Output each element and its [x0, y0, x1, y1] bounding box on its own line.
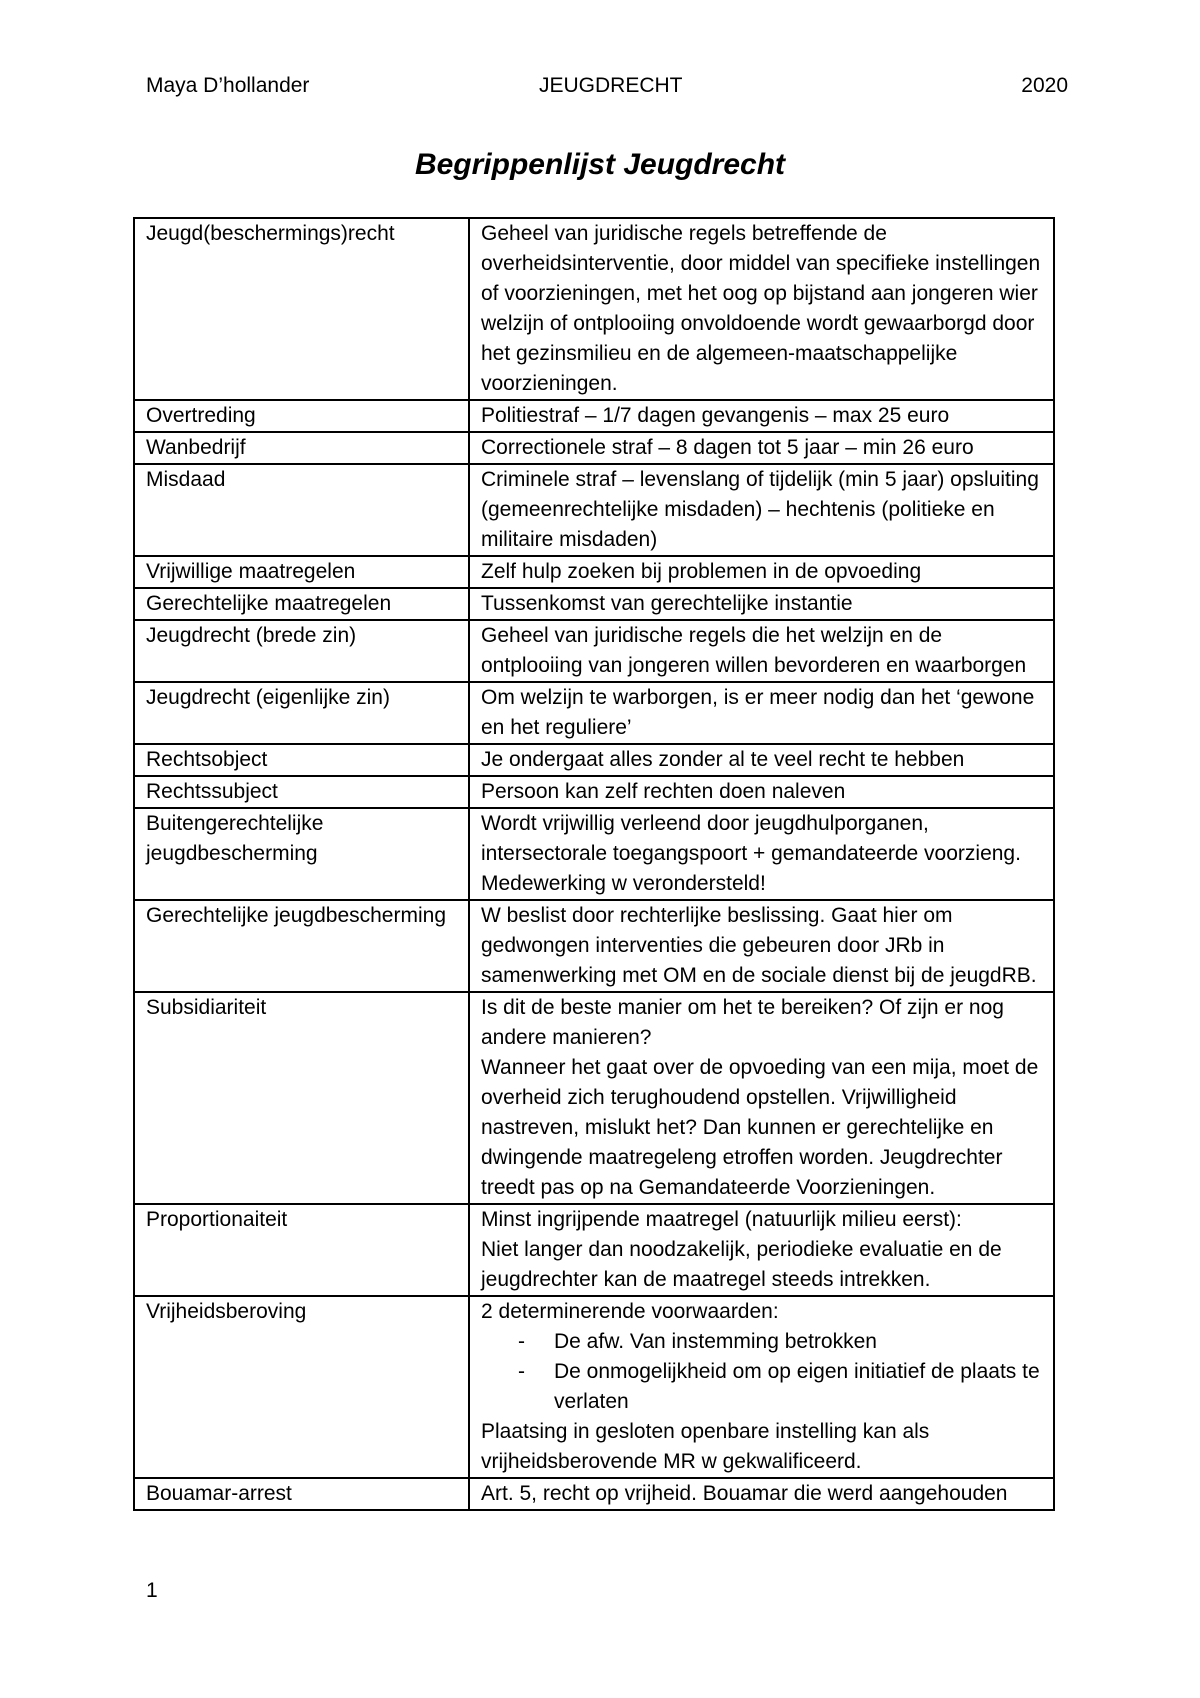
term-cell: Subsidiariteit: [134, 992, 469, 1204]
definition-cell: Politiestraf – 1/7 dagen gevangenis – max 25 euro: [469, 400, 1054, 432]
term-cell: Jeugdrecht (eigenlijke zin): [134, 682, 469, 744]
term-cell: Gerechtelijke maatregelen: [134, 588, 469, 620]
term-cell: Rechtssubject: [134, 776, 469, 808]
definition-cell: Geheel van juridische regels betreffende de overheidsinterventie, door middel van specifieke instellingen of voorzieningen, met het oog op bijstand aan jongeren wier welzijn of ontplooiing onvoldoende wordt gewaarborgd door het gezinsmilieu en de algemeen-maatschappelijke voorzieningen.: [469, 218, 1054, 400]
table-row: [134, 900, 1054, 992]
term-cell: Vrijwillige maatregelen: [134, 556, 469, 588]
term-cell: Jeugdrecht (brede zin): [134, 620, 469, 682]
table-row: [134, 808, 1054, 900]
term-cell: Rechtsobject: [134, 744, 469, 776]
header-course: JEUGDRECHT: [539, 74, 683, 97]
glossary-table: [133, 217, 1055, 1511]
table-row: [134, 400, 1054, 432]
table-row: [134, 620, 1054, 682]
list-item: - De onmogelijkheid om op eigen initiatief de plaats te verlaten: [518, 1357, 1043, 1417]
term-cell: Jeugd(beschermings)recht: [134, 218, 469, 400]
definition-paragraph: 2 determinerende voorwaarden:: [481, 1300, 779, 1323]
definition-cell: W beslist door rechterlijke beslissing. Gaat hier om gedwongen interventies die gebeuren door JRb in samenwerking met OM en de sociale dienst bij de jeugdRB.: [469, 900, 1054, 992]
definition-cell: Art. 5, recht op vrijheid. Bouamar die werd aangehouden: [469, 1478, 1054, 1510]
list-item: - De afw. Van instemming betrokken: [518, 1327, 1043, 1357]
table-row: [134, 432, 1054, 464]
table-row: [134, 682, 1054, 744]
term-cell: Overtreding: [134, 400, 469, 432]
page-number: 1: [146, 1579, 158, 1602]
table-row: [134, 776, 1054, 808]
definition-cell: [469, 992, 1054, 1204]
term-cell: Misdaad: [134, 464, 469, 556]
definition-cell: Persoon kan zelf rechten doen naleven: [469, 776, 1054, 808]
term-cell: Vrijheidsberoving: [134, 1296, 469, 1478]
definition-paragraph: Minst ingrijpende maatregel (natuurlijk milieu eerst):: [481, 1208, 962, 1231]
table-row: [134, 218, 1054, 400]
table-row: [134, 1478, 1054, 1510]
definition-paragraph: Wanneer het gaat over de opvoeding van een mija, moet de overheid zich terughoudend opstellen. Vrijwilligheid nastreven, mislukt het? Dan kunnen er gerechtelijke en dwingende maatregeleng etroffen worden. Jeugdrechter treedt pas op na Gemandateerde Voorzieningen.: [481, 1056, 1039, 1199]
definition-paragraph: Niet langer dan noodzakelijk, periodieke evaluatie en de jeugdrechter kan de maatregel steeds intrekken.: [481, 1238, 1002, 1291]
term-cell: Proportionaiteit: [134, 1204, 469, 1296]
definition-cell: Wordt vrijwillig verleend door jeugdhulporganen, intersectorale toegangspoort + gemandateerde voorzieng. Medewerking w verondersteld!: [469, 808, 1054, 900]
definition-paragraph: Plaatsing in gesloten openbare instelling kan als vrijheidsberovende MR w gekwalificeerd.: [481, 1420, 930, 1473]
table-row: [134, 556, 1054, 588]
definition-cell: Geheel van juridische regels die het welzijn en de ontplooiing van jongeren willen bevorderen en waarborgen: [469, 620, 1054, 682]
term-cell: Gerechtelijke jeugdbescherming: [134, 900, 469, 992]
definition-paragraph: Is dit de beste manier om het te bereiken? Of zijn er nog andere manieren?: [481, 996, 1004, 1049]
table-row: [134, 1204, 1054, 1296]
definition-cell: Correctionele straf – 8 dagen tot 5 jaar – min 26 euro: [469, 432, 1054, 464]
header-author: Maya D’hollander: [146, 74, 310, 97]
table-row: [134, 992, 1054, 1204]
definition-cell: Tussenkomst van gerechtelijke instantie: [469, 588, 1054, 620]
page-header: [146, 74, 1068, 104]
term-cell: Bouamar-arrest: [134, 1478, 469, 1510]
definition-cell: Je ondergaat alles zonder al te veel recht te hebben: [469, 744, 1054, 776]
definition-cell: [469, 1204, 1054, 1296]
table-row: [134, 1296, 1054, 1478]
table-row: [134, 744, 1054, 776]
term-cell: Buitengerechtelijke jeugdbescherming: [134, 808, 469, 900]
definition-cell: [469, 1296, 1054, 1478]
definition-cell: Om welzijn te warborgen, is er meer nodig dan het ‘gewone en het reguliere’: [469, 682, 1054, 744]
condition-list: [481, 1327, 1043, 1417]
table-row: [134, 588, 1054, 620]
definition-cell: Zelf hulp zoeken bij problemen in de opvoeding: [469, 556, 1054, 588]
definition-cell: Criminele straf – levenslang of tijdelijk (min 5 jaar) opsluiting (gemeenrechtelijke misdaden) – hechtenis (politieke en militaire misdaden): [469, 464, 1054, 556]
table-row: [134, 464, 1054, 556]
document-title: Begrippenlijst Jeugdrecht: [414, 148, 786, 181]
term-cell: Wanbedrijf: [134, 432, 469, 464]
header-year: 2020: [1021, 74, 1068, 97]
